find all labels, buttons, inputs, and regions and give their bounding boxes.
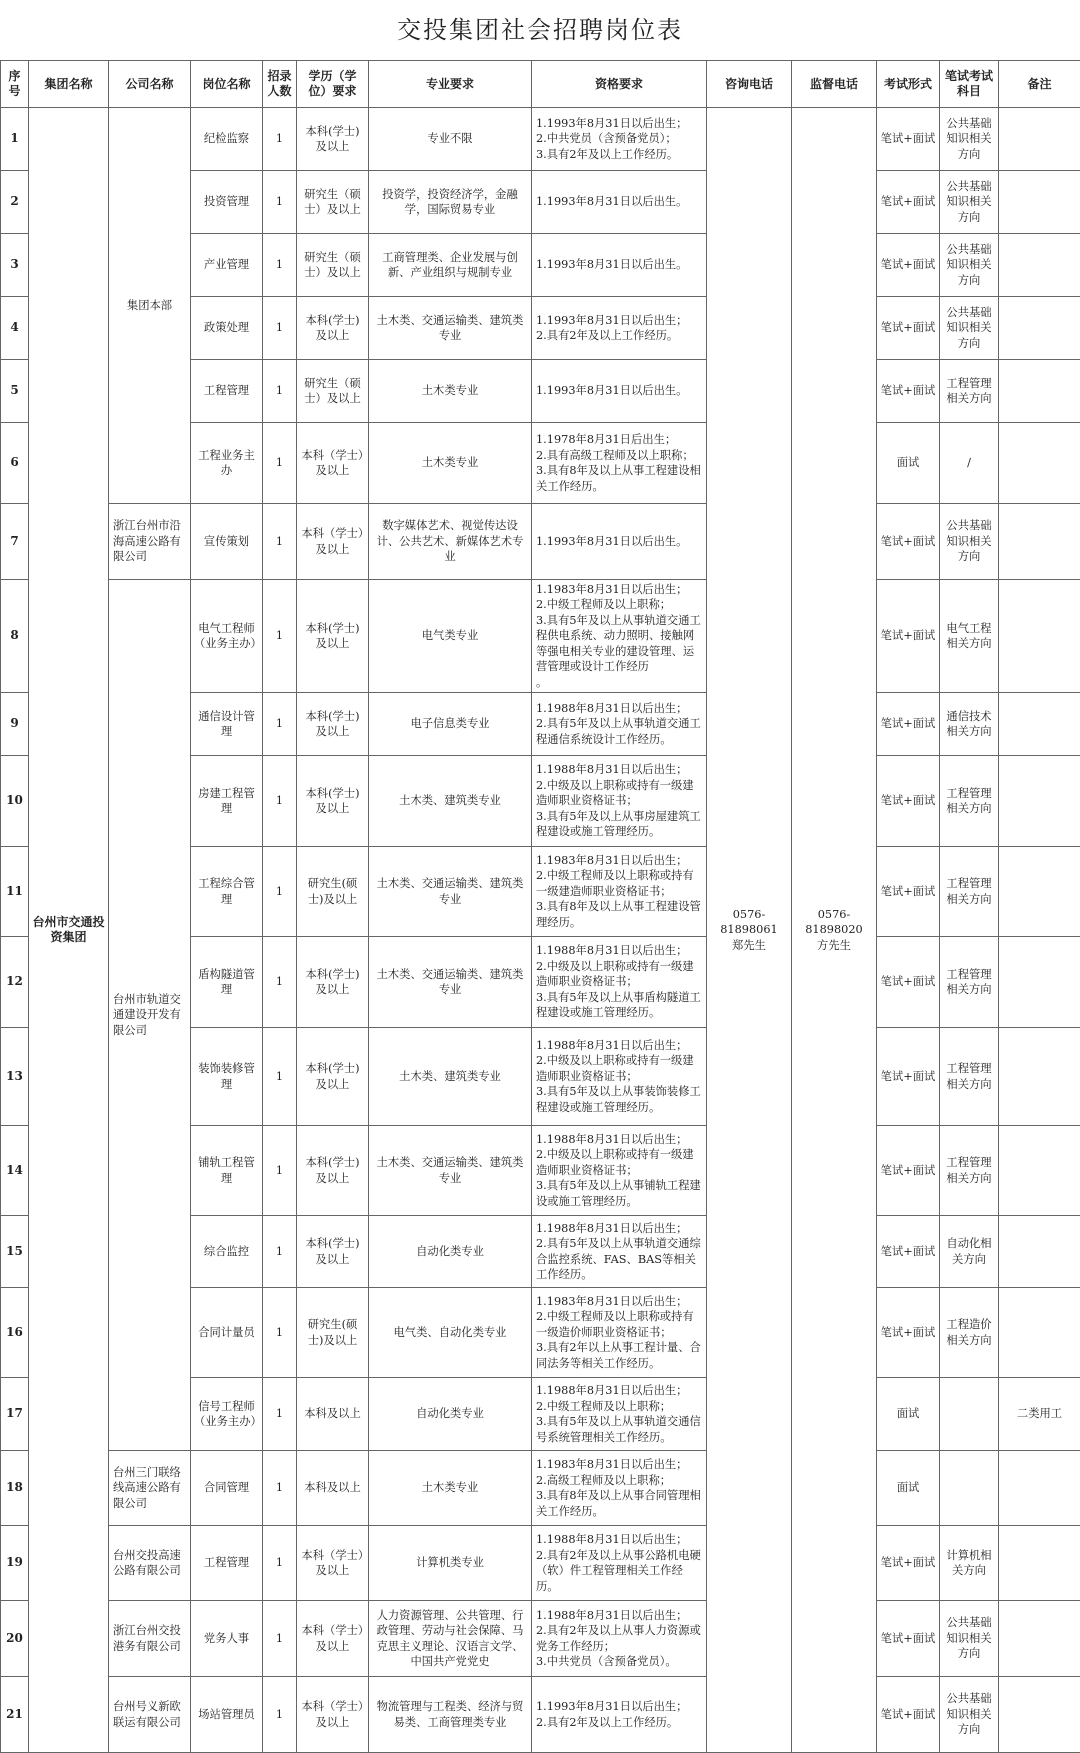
row-number: 7 <box>1 504 29 580</box>
major-cell: 土木类、交通运输类、建筑类专业 <box>369 297 532 360</box>
major-cell: 土木类专业 <box>369 360 532 423</box>
header-cell: 咨询电话 <box>707 61 792 108</box>
post-name-cell: 工程管理 <box>191 360 263 423</box>
remark-cell <box>999 360 1080 423</box>
remark-cell <box>999 1288 1080 1378</box>
education-cell: 本科(学士)及以上 <box>297 297 369 360</box>
post-name-cell: 场站管理员 <box>191 1677 263 1753</box>
remark-cell <box>999 171 1080 234</box>
exam-form-cell: 笔试+面试 <box>877 1126 940 1216</box>
exam-form-cell: 笔试+面试 <box>877 1028 940 1126</box>
headcount-cell: 1 <box>263 423 297 504</box>
headcount-cell: 1 <box>263 1378 297 1451</box>
education-cell: 本科(学士)及以上 <box>297 937 369 1028</box>
post-name-cell: 盾构隧道管理 <box>191 937 263 1028</box>
major-cell: 物流管理与工程类、经济与贸易类、工商管理类专业 <box>369 1677 532 1753</box>
education-cell: 本科（学士）及以上 <box>297 1526 369 1601</box>
post-name-cell: 铺轨工程管理 <box>191 1126 263 1216</box>
row-number: 9 <box>1 693 29 756</box>
major-cell: 投资学，投资经济学，金融学，国际贸易专业 <box>369 171 532 234</box>
education-cell: 研究生（硕士）及以上 <box>297 234 369 297</box>
exam-subject-cell: 公共基础知识相关方向 <box>940 108 999 171</box>
major-cell: 人力资源管理、公共管理、行政管理、劳动与社会保障、马克思主义理论、汉语言文学、中国共产党党史 <box>369 1601 532 1677</box>
post-name-cell: 工程管理 <box>191 1526 263 1601</box>
exam-form-cell: 笔试+面试 <box>877 1288 940 1378</box>
row-number: 5 <box>1 360 29 423</box>
exam-form-cell: 笔试+面试 <box>877 1601 940 1677</box>
education-cell: 本科(学士)及以上 <box>297 1216 369 1288</box>
table-row <box>1 108 1080 171</box>
header-cell: 专业要求 <box>369 61 532 108</box>
education-cell: 本科(学士)及以上 <box>297 108 369 171</box>
headcount-cell: 1 <box>263 1526 297 1601</box>
exam-subject-cell: 工程管理相关方向 <box>940 756 999 847</box>
qualification-cell: 1.1988年8月31日以后出生； 2.中级及以上职称或持有一级建造师职业资格证书； 3.具有5年及以上从事盾构隧道工程建设或施工管理经历。 <box>532 937 707 1028</box>
remark-cell <box>999 847 1080 937</box>
headcount-cell: 1 <box>263 504 297 580</box>
row-number: 16 <box>1 1288 29 1378</box>
remark-cell <box>999 297 1080 360</box>
table-row <box>1 1601 1080 1677</box>
qualification-cell: 1.1993年8月31日以后出生。 <box>532 504 707 580</box>
remark-cell <box>999 1526 1080 1601</box>
remark-cell <box>999 504 1080 580</box>
post-name-cell: 电气工程师（业务主办） <box>191 580 263 693</box>
header-cell: 公司名称 <box>109 61 191 108</box>
exam-form-cell: 笔试+面试 <box>877 580 940 693</box>
education-cell: 研究生(硕士)及以上 <box>297 1288 369 1378</box>
headcount-cell: 1 <box>263 1216 297 1288</box>
row-number: 17 <box>1 1378 29 1451</box>
row-number: 8 <box>1 580 29 693</box>
exam-form-cell: 笔试+面试 <box>877 937 940 1028</box>
remark-cell <box>999 234 1080 297</box>
remark-cell <box>999 1126 1080 1216</box>
education-cell: 本科(学士)及以上 <box>297 1028 369 1126</box>
header-cell: 考试形式 <box>877 61 940 108</box>
headcount-cell: 1 <box>263 1601 297 1677</box>
exam-subject-cell: 公共基础知识相关方向 <box>940 297 999 360</box>
major-cell: 数字媒体艺术、视觉传达设计、公共艺术、新媒体艺术专业 <box>369 504 532 580</box>
header-cell: 集团名称 <box>29 61 109 108</box>
row-number: 19 <box>1 1526 29 1601</box>
major-cell: 电气类专业 <box>369 580 532 693</box>
company-name-cell: 台州三门联络线高速公路有限公司 <box>109 1451 191 1526</box>
exam-form-cell: 笔试+面试 <box>877 297 940 360</box>
qualification-cell: 1.1988年8月31日以后出生； 2.具有2年及以上从事公路机电硬（软）件工程管理相关工作经历。 <box>532 1526 707 1601</box>
exam-subject-cell: 公共基础知识相关方向 <box>940 1601 999 1677</box>
post-name-cell: 信号工程师（业务主办） <box>191 1378 263 1451</box>
education-cell: 本科（学士）及以上 <box>297 423 369 504</box>
row-number: 15 <box>1 1216 29 1288</box>
header-cell: 序号 <box>1 61 29 108</box>
exam-subject-cell <box>940 1451 999 1526</box>
header-cell: 学历（学位）要求 <box>297 61 369 108</box>
exam-form-cell: 笔试+面试 <box>877 847 940 937</box>
exam-subject-cell: 计算机相关方向 <box>940 1526 999 1601</box>
post-name-cell: 合同计量员 <box>191 1288 263 1378</box>
major-cell: 土木类专业 <box>369 423 532 504</box>
exam-subject-cell: 公共基础知识相关方向 <box>940 1677 999 1753</box>
qualification-cell: 1.1988年8月31日以后出生； 2.中级工程师及以上职称； 3.具有5年及以上从事轨道交通信号系统管理相关工作经历。 <box>532 1378 707 1451</box>
company-name-cell: 台州交投高速公路有限公司 <box>109 1526 191 1601</box>
exam-form-cell: 笔试+面试 <box>877 504 940 580</box>
headcount-cell: 1 <box>263 108 297 171</box>
qualification-cell: 1.1983年8月31日以后出生； 2.中级工程师及以上职称或持有一级造价师职业资格证书； 3.具有2年以上从事工程计量、合同法务等相关工作经历。 <box>532 1288 707 1378</box>
headcount-cell: 1 <box>263 847 297 937</box>
qualification-cell: 1.1993年8月31日以后出生。 <box>532 171 707 234</box>
row-number: 10 <box>1 756 29 847</box>
exam-form-cell: 笔试+面试 <box>877 1526 940 1601</box>
consult-phone-cell: 0576-81898061 郑先生 <box>707 108 792 1753</box>
qualification-cell: 1.1988年8月31日以后出生； 2.具有5年及以上从事轨道交通综合监控系统、FAS、BAS等相关工作经历。 <box>532 1216 707 1288</box>
row-number: 14 <box>1 1126 29 1216</box>
header-cell: 招录人数 <box>263 61 297 108</box>
qualification-cell: 1.1993年8月31日以后出生； 2.中共党员（含预备党员）； 3.具有2年及以上工作经历。 <box>532 108 707 171</box>
exam-subject-cell: 工程管理相关方向 <box>940 360 999 423</box>
row-number: 3 <box>1 234 29 297</box>
headcount-cell: 1 <box>263 580 297 693</box>
table-row <box>1 504 1080 580</box>
exam-subject-cell: 电气工程相关方向 <box>940 580 999 693</box>
major-cell: 土木类专业 <box>369 1451 532 1526</box>
row-number: 4 <box>1 297 29 360</box>
table-row <box>1 1526 1080 1601</box>
major-cell: 电气类、自动化类专业 <box>369 1288 532 1378</box>
exam-subject-cell: 公共基础知识相关方向 <box>940 504 999 580</box>
row-number: 20 <box>1 1601 29 1677</box>
qualification-cell: 1.1983年8月31日以后出生； 2.高级工程师及以上职称； 3.具有8年及以上从事合同管理相关工作经历。 <box>532 1451 707 1526</box>
qualification-cell: 1.1988年8月31日以后出生； 2.中级及以上职称或持有一级建造师职业资格证书； 3.具有5年及以上从事铺轨工程建设或施工管理经历。 <box>532 1126 707 1216</box>
header-cell: 监督电话 <box>792 61 877 108</box>
headcount-cell: 1 <box>263 360 297 423</box>
qualification-cell: 1.1993年8月31日以后出生； 2.具有2年及以上工作经历。 <box>532 1677 707 1753</box>
header-cell: 资格要求 <box>532 61 707 108</box>
headcount-cell: 1 <box>263 1028 297 1126</box>
company-name-cell: 台州号义新欧联运有限公司 <box>109 1677 191 1753</box>
qualification-cell: 1.1983年8月31日以后出生； 2.中级工程师及以上职称或持有一级建造师职业资格证书； 3.具有8年及以上从事工程建设管理经历。 <box>532 847 707 937</box>
major-cell: 工商管理类、企业发展与创新、产业组织与规制专业 <box>369 234 532 297</box>
headcount-cell: 1 <box>263 937 297 1028</box>
post-name-cell: 合同管理 <box>191 1451 263 1526</box>
post-name-cell: 工程综合管理 <box>191 847 263 937</box>
post-name-cell: 装饰装修管理 <box>191 1028 263 1126</box>
education-cell: 研究生(硕士)及以上 <box>297 847 369 937</box>
headcount-cell: 1 <box>263 1677 297 1753</box>
education-cell: 研究生（硕士）及以上 <box>297 171 369 234</box>
exam-subject-cell: 工程管理相关方向 <box>940 1126 999 1216</box>
page-title: 交投集团社会招聘岗位表 <box>0 0 1080 60</box>
remark-cell <box>999 1028 1080 1126</box>
remark-cell <box>999 108 1080 171</box>
exam-form-cell: 面试 <box>877 1451 940 1526</box>
remark-cell <box>999 1451 1080 1526</box>
row-number: 11 <box>1 847 29 937</box>
post-name-cell: 房建工程管理 <box>191 756 263 847</box>
exam-subject-cell: 工程管理相关方向 <box>940 847 999 937</box>
major-cell: 电子信息类专业 <box>369 693 532 756</box>
row-number: 18 <box>1 1451 29 1526</box>
education-cell: 本科(学士)及以上 <box>297 756 369 847</box>
headcount-cell: 1 <box>263 234 297 297</box>
major-cell: 自动化类专业 <box>369 1216 532 1288</box>
headcount-cell: 1 <box>263 171 297 234</box>
exam-subject-cell: 公共基础知识相关方向 <box>940 234 999 297</box>
education-cell: 本科（学士）及以上 <box>297 504 369 580</box>
remark-cell: 二类用工 <box>999 1378 1080 1451</box>
education-cell: 本科(学士)及以上 <box>297 1126 369 1216</box>
table-row <box>1 1451 1080 1526</box>
post-name-cell: 投资管理 <box>191 171 263 234</box>
exam-form-cell: 笔试+面试 <box>877 756 940 847</box>
remark-cell <box>999 1677 1080 1753</box>
exam-form-cell: 笔试+面试 <box>877 693 940 756</box>
company-name-cell: 浙江台州市沿海高速公路有限公司 <box>109 504 191 580</box>
remark-cell <box>999 1216 1080 1288</box>
post-name-cell: 政策处理 <box>191 297 263 360</box>
remark-cell <box>999 693 1080 756</box>
education-cell: 本科（学士）及以上 <box>297 1677 369 1753</box>
group-name-cell: 台州市交通投资集团 <box>29 108 109 1753</box>
headcount-cell: 1 <box>263 756 297 847</box>
remark-cell <box>999 1601 1080 1677</box>
exam-subject-cell: 通信技术相关方向 <box>940 693 999 756</box>
remark-cell <box>999 580 1080 693</box>
qualification-cell: 1.1988年8月31日以后出生； 2.具有5年及以上从事轨道交通工程通信系统设计工作经历。 <box>532 693 707 756</box>
qualification-cell: 1.1993年8月31日以后出生； 2.具有2年及以上工作经历。 <box>532 297 707 360</box>
job-table <box>0 60 1080 1753</box>
qualification-cell: 1.1988年8月31日以后出生； 2.中级及以上职称或持有一级建造师职业资格证书； 3.具有5年及以上从事装饰装修工程建设或施工管理经历。 <box>532 1028 707 1126</box>
qualification-cell: 1.1993年8月31日以后出生。 <box>532 234 707 297</box>
company-name-cell: 集团本部 <box>109 108 191 504</box>
company-name-cell: 台州市轨道交通建设开发有限公司 <box>109 580 191 1451</box>
qualification-cell: 1.1983年8月31日以后出生； 2.中级工程师及以上职称； 3.具有5年及以上从事轨道交通工程供电系统、动力照明、接触网等强电相关专业的建设管理、运营管理或设计工作经历 。 <box>532 580 707 693</box>
post-name-cell: 产业管理 <box>191 234 263 297</box>
supervise-phone-cell: 0576-81898020 方先生 <box>792 108 877 1753</box>
major-cell: 土木类、建筑类专业 <box>369 1028 532 1126</box>
headcount-cell: 1 <box>263 693 297 756</box>
education-cell: 本科及以上 <box>297 1451 369 1526</box>
remark-cell <box>999 756 1080 847</box>
remark-cell <box>999 423 1080 504</box>
exam-subject-cell: 工程管理相关方向 <box>940 937 999 1028</box>
exam-form-cell: 笔试+面试 <box>877 1216 940 1288</box>
education-cell: 本科及以上 <box>297 1378 369 1451</box>
header-row <box>1 61 1080 108</box>
header-cell: 笔试考试科目 <box>940 61 999 108</box>
row-number: 6 <box>1 423 29 504</box>
major-cell: 专业不限 <box>369 108 532 171</box>
row-number: 1 <box>1 108 29 171</box>
qualification-cell: 1.1988年8月31日以后出生； 2.中级及以上职称或持有一级建造师职业资格证书； 3.具有5年及以上从事房屋建筑工程建设或施工管理经历。 <box>532 756 707 847</box>
row-number: 13 <box>1 1028 29 1126</box>
headcount-cell: 1 <box>263 1126 297 1216</box>
headcount-cell: 1 <box>263 1451 297 1526</box>
exam-form-cell: 笔试+面试 <box>877 171 940 234</box>
header-cell: 岗位名称 <box>191 61 263 108</box>
post-name-cell: 通信设计管理 <box>191 693 263 756</box>
exam-form-cell: 笔试+面试 <box>877 234 940 297</box>
row-number: 21 <box>1 1677 29 1753</box>
exam-subject-cell: 工程管理相关方向 <box>940 1028 999 1126</box>
exam-form-cell: 面试 <box>877 1378 940 1451</box>
major-cell: 计算机类专业 <box>369 1526 532 1601</box>
table-row <box>1 1677 1080 1753</box>
row-number: 12 <box>1 937 29 1028</box>
education-cell: 本科(学士)及以上 <box>297 580 369 693</box>
post-name-cell: 宣传策划 <box>191 504 263 580</box>
remark-cell <box>999 937 1080 1028</box>
post-name-cell: 工程业务主办 <box>191 423 263 504</box>
exam-subject-cell: 工程造价相关方向 <box>940 1288 999 1378</box>
header-cell: 备注 <box>999 61 1080 108</box>
post-name-cell: 纪检监察 <box>191 108 263 171</box>
qualification-cell: 1.1993年8月31日以后出生。 <box>532 360 707 423</box>
qualification-cell: 1.1978年8月31日后出生； 2.具有高级工程师及以上职称； 3.具有8年及以上从事工程建设相关工作经历。 <box>532 423 707 504</box>
major-cell: 土木类、建筑类专业 <box>369 756 532 847</box>
major-cell: 土木类、交通运输类、建筑类专业 <box>369 1126 532 1216</box>
headcount-cell: 1 <box>263 297 297 360</box>
major-cell: 自动化类专业 <box>369 1378 532 1451</box>
exam-subject-cell: 公共基础知识相关方向 <box>940 171 999 234</box>
major-cell: 土木类、交通运输类、建筑类专业 <box>369 847 532 937</box>
exam-form-cell: 面试 <box>877 423 940 504</box>
headcount-cell: 1 <box>263 1288 297 1378</box>
exam-form-cell: 笔试+面试 <box>877 1677 940 1753</box>
exam-subject-cell: 自动化相关方向 <box>940 1216 999 1288</box>
exam-subject-cell: / <box>940 423 999 504</box>
exam-form-cell: 笔试+面试 <box>877 108 940 171</box>
major-cell: 土木类、交通运输类、建筑类专业 <box>369 937 532 1028</box>
education-cell: 本科(学士)及以上 <box>297 693 369 756</box>
post-name-cell: 党务人事 <box>191 1601 263 1677</box>
education-cell: 研究生（硕士）及以上 <box>297 360 369 423</box>
exam-form-cell: 笔试+面试 <box>877 360 940 423</box>
table-body <box>1 108 1080 1753</box>
qualification-cell: 1.1988年8月31日以后出生； 2.具有2年及以上从事人力资源或党务工作经历； 3.中共党员（含预备党员）。 <box>532 1601 707 1677</box>
education-cell: 本科（学士）及以上 <box>297 1601 369 1677</box>
table-row <box>1 580 1080 693</box>
row-number: 2 <box>1 171 29 234</box>
company-name-cell: 浙江台州交投港务有限公司 <box>109 1601 191 1677</box>
exam-subject-cell <box>940 1378 999 1451</box>
post-name-cell: 综合监控 <box>191 1216 263 1288</box>
